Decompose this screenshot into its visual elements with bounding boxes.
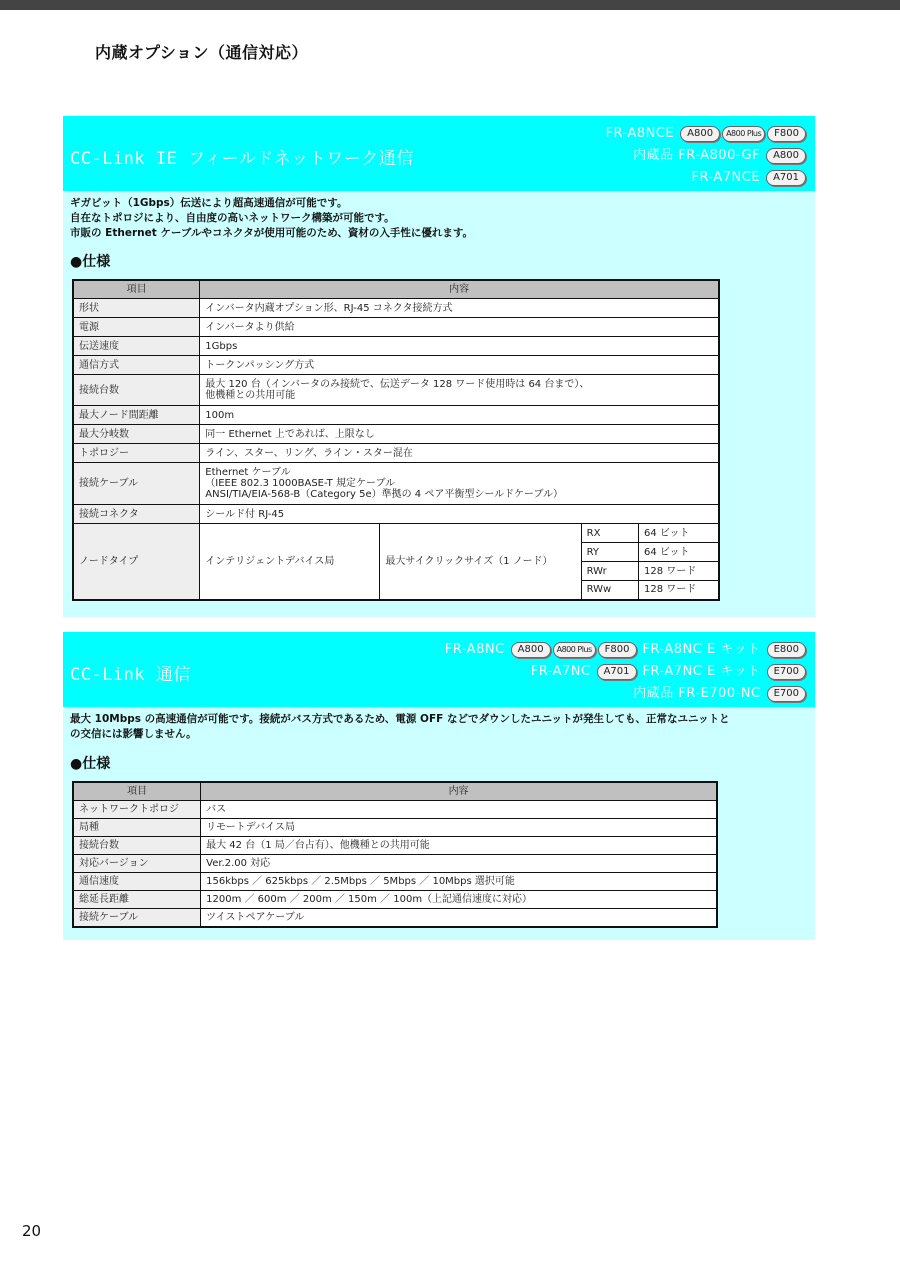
cyclic-value: 64 ビット <box>638 543 719 562</box>
row-item: 形状 <box>73 299 200 318</box>
table-row <box>73 318 719 337</box>
row-content <box>200 463 719 505</box>
table-row <box>73 406 719 425</box>
model-line <box>600 167 806 189</box>
section-header <box>63 116 815 191</box>
table-row <box>73 801 717 819</box>
row-item: トポロジー <box>73 444 200 463</box>
model-badge: F800 <box>598 642 637 658</box>
section-title: CC-Link IE フィールドネットワーク通信 <box>70 149 414 169</box>
model-name: FR-A8NC E キット <box>642 642 761 657</box>
row-item: 最大分岐数 <box>73 425 200 444</box>
cyclic-value: 128 ワード <box>638 562 719 581</box>
table-row <box>73 891 717 909</box>
model-badge: A701 <box>766 170 806 186</box>
table-header-row <box>73 280 719 299</box>
model-name: FR-A7NC E キット <box>642 664 761 679</box>
row-content: 1Gbps <box>200 337 719 356</box>
row-item: 電源 <box>73 318 200 337</box>
table-row <box>73 375 719 406</box>
content-line: （IEEE 802.3 1000BASE-T 規定ケーブル <box>205 478 396 489</box>
section-header <box>63 632 815 707</box>
model-list <box>600 123 806 189</box>
row-content: ライン、スター、リング、ライン・スター混在 <box>200 444 719 463</box>
content-line: ANSI/TIA/EIA-568-B（Category 5e）準拠の 4 ペア平衡型シールドケーブル） <box>205 489 564 500</box>
model-badge: E800 <box>767 642 806 658</box>
row-item: 通信速度 <box>73 873 201 891</box>
row-item: 対応バージョン <box>73 855 201 873</box>
row-item: 伝送速度 <box>73 337 200 356</box>
model-name: FR-A7NCE <box>691 170 761 185</box>
table-row <box>73 425 719 444</box>
section-cc-link <box>63 632 815 940</box>
table-row <box>73 819 717 837</box>
row-content: インバータ内蔵オプション形、RJ-45 コネクタ接続方式 <box>200 299 719 318</box>
row-content: インバータより供給 <box>200 318 719 337</box>
model-name: FR-A8NCE <box>605 126 675 141</box>
cyclic-value: 64 ビット <box>638 524 719 543</box>
description-line: 市販の Ethernet ケーブルやコネクタが使用可能のため、資材の入手性に優れます。 <box>70 227 473 239</box>
table-row <box>73 444 719 463</box>
model-badge: A800 <box>766 148 806 164</box>
row-content <box>200 375 719 406</box>
row-item: ノードタイプ <box>73 524 200 600</box>
cyclic-label: 最大サイクリックサイズ（1 ノード） <box>380 524 581 600</box>
table-row <box>73 299 719 318</box>
row-item: 接続ケーブル <box>73 909 201 927</box>
row-content: 100m <box>200 406 719 425</box>
model-name: FR-A7NC <box>530 664 591 679</box>
model-name: 内蔵品 FR-A800-GF <box>633 148 761 163</box>
spec-heading: ●仕様 <box>70 756 111 772</box>
description-line: 最大 10Mbps の高速通信が可能です。接続がバス方式であるため、電源 OFF などでダウンしたユニットが発生しても、正常なユニットと <box>70 713 730 725</box>
model-name: 内蔵品 FR-E700-NC <box>633 686 761 701</box>
row-content: トークンパッシング方式 <box>200 356 719 375</box>
row-content: ツイストペアケーブル <box>201 909 717 927</box>
content-line: Ethernet ケーブル <box>205 467 291 478</box>
table-row <box>73 855 717 873</box>
cyclic-name: RWr <box>581 562 638 581</box>
model-badge: E700 <box>767 686 806 702</box>
row-content: Ver.2.00 対応 <box>201 855 717 873</box>
section-title: CC-Link 通信 <box>70 665 191 685</box>
model-badge: A800 Plus <box>722 126 765 142</box>
cyclic-name: RWw <box>581 581 638 600</box>
content-line: 他機種との共用可能 <box>205 390 296 401</box>
table-row <box>73 873 717 891</box>
table-row <box>73 524 719 543</box>
row-item: 総延長距離 <box>73 891 201 909</box>
column-header: 内容 <box>201 782 717 801</box>
model-badge: A800 Plus <box>553 642 596 658</box>
model-badge: F800 <box>767 126 806 142</box>
row-item: 最大ノード間距離 <box>73 406 200 425</box>
row-content: 最大 42 台（1 局／台占有）、他機種との共用可能 <box>201 837 717 855</box>
table-row <box>73 909 717 927</box>
row-item: 通信方式 <box>73 356 200 375</box>
model-line <box>439 661 806 683</box>
table-row <box>73 356 719 375</box>
column-header: 項目 <box>73 782 201 801</box>
cyclic-value: 128 ワード <box>638 581 719 600</box>
row-item: 接続台数 <box>73 375 200 406</box>
row-item: 接続ケーブル <box>73 463 200 505</box>
row-content: 156kbps ／ 625kbps ／ 2.5Mbps ／ 5Mbps ／ 10Mbps 選択可能 <box>201 873 717 891</box>
row-content: 1200m ／ 600m ／ 200m ／ 150m ／ 100m（上記通信速度に対応） <box>201 891 717 909</box>
top-bar <box>0 0 900 10</box>
column-header: 項目 <box>73 280 200 299</box>
table-row <box>73 337 719 356</box>
content-line: 最大 120 台（インバータのみ接続で、伝送データ 128 ワード使用時は 64 台まで）、 <box>205 379 590 390</box>
cyclic-name: RY <box>581 543 638 562</box>
page-number: 20 <box>22 1222 42 1240</box>
model-badge: A800 <box>511 642 551 658</box>
model-line <box>600 123 806 145</box>
model-badge: A800 <box>680 126 720 142</box>
row-item: 接続台数 <box>73 837 201 855</box>
page-title: 内蔵オプション（通信対応） <box>95 43 309 62</box>
row-content: 同一 Ethernet 上であれば、上限なし <box>200 425 719 444</box>
model-list <box>439 639 806 705</box>
spec-table <box>72 279 720 601</box>
row-item: 局種 <box>73 819 201 837</box>
cyclic-name: RX <box>581 524 638 543</box>
node-station: インテリジェントデバイス局 <box>200 524 380 600</box>
description-line: 自在なトポロジにより、自由度の高いネットワーク構築が可能です。 <box>70 212 395 224</box>
model-badge: E700 <box>767 664 806 680</box>
section-description <box>70 196 473 241</box>
model-line <box>600 145 806 167</box>
description-line: ギガビット（1Gbps）伝送により超高速通信が可能です。 <box>70 197 348 209</box>
table-header-row <box>73 782 717 801</box>
table-row <box>73 837 717 855</box>
table-row <box>73 463 719 505</box>
section-description <box>70 712 730 742</box>
model-badge: A701 <box>597 664 637 680</box>
column-header: 内容 <box>200 280 719 299</box>
spec-heading: ●仕様 <box>70 254 111 270</box>
spec-table <box>72 781 718 928</box>
row-item: 接続コネクタ <box>73 505 200 524</box>
row-item: ネットワークトポロジ <box>73 801 201 819</box>
table-row <box>73 505 719 524</box>
row-content: シールド付 RJ-45 <box>200 505 719 524</box>
model-name: FR-A8NC <box>444 642 505 657</box>
row-content: リモートデバイス局 <box>201 819 717 837</box>
model-line <box>439 639 806 661</box>
description-line: の交信には影響しません。 <box>70 728 197 740</box>
row-content: バス <box>201 801 717 819</box>
section-cc-link-ie <box>63 116 815 617</box>
model-line <box>439 683 806 705</box>
